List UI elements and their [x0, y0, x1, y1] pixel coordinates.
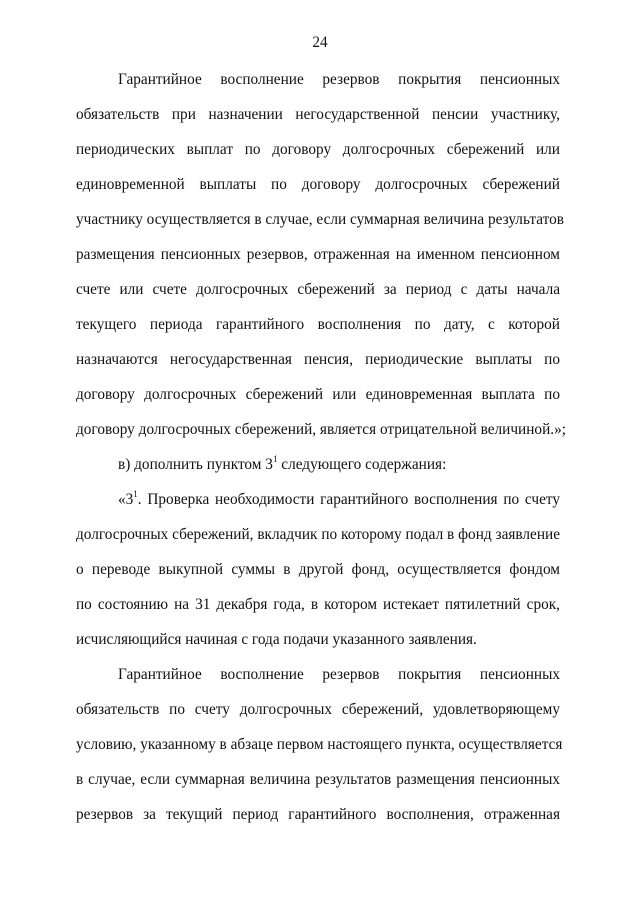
text-line: долгосрочных сбережений, вкладчик по которому подал в фонд заявление — [76, 526, 560, 543]
text-line: Гарантийное восполнение резервов покрытия пенсионных — [118, 71, 560, 88]
text-line: обязательств при назначении негосударственной пенсии участнику, — [76, 106, 560, 123]
text-line: резервов за текущий период гарантийного восполнения, отраженная — [76, 806, 560, 823]
text-line: Гарантийное восполнение резервов покрытия пенсионных — [118, 666, 560, 683]
item-v-line — [118, 455, 560, 475]
text-line: единовременной выплаты по договору долгосрочных сбережений — [76, 176, 560, 193]
text-line: исчисляющийся начиная с года подачи указанного заявления. — [76, 631, 477, 648]
text-line: условию, указанному в абзаце первом настоящего пункта, осуществляется — [76, 736, 563, 753]
item-v-before: в) дополнить пунктом 3 — [118, 456, 273, 473]
point-3-1-sup: 1 — [133, 488, 138, 499]
text-line: размещения пенсионных резервов, отраженная на именном пенсионном — [76, 246, 560, 263]
text-line: текущего периода гарантийного восполнения по дату, с которой — [76, 316, 560, 333]
text-line: назначаются негосударственная пенсия, периодические выплаты по — [76, 351, 560, 368]
item-v-sup: 1 — [272, 453, 278, 464]
text-line: о переводе выкупной суммы в другой фонд, осуществляется фондом — [76, 561, 560, 578]
point-3-1-after: . Проверка необходимости гарантийного восполнения по счету — [137, 491, 560, 508]
text-line: участнику осуществляется в случае, если суммарная величина результатов — [76, 211, 564, 228]
text-line: договору долгосрочных сбережений или единовременная выплата по — [76, 386, 560, 403]
point-3-1-first-line — [118, 490, 560, 510]
point-3-1-before: «3 — [118, 491, 134, 508]
text-line: по состоянию на 31 декабря года, в котором истекает пятилетний срок, — [76, 596, 560, 613]
text-line: периодических выплат по договору долгосрочных сбережений или — [76, 141, 560, 158]
item-v-after: следующего содержания: — [277, 456, 447, 473]
text-line: обязательств по счету долгосрочных сбережений, удовлетворяющему — [76, 701, 560, 718]
page-number: 24 — [312, 34, 328, 51]
text-line: в случае, если суммарная величина результатов размещения пенсионных — [76, 771, 560, 788]
text-line: договору долгосрочных сбережений, является отрицательной величиной.»; — [76, 421, 566, 438]
text-line: счете или счете долгосрочных сбережений за период с даты начала — [76, 281, 560, 298]
